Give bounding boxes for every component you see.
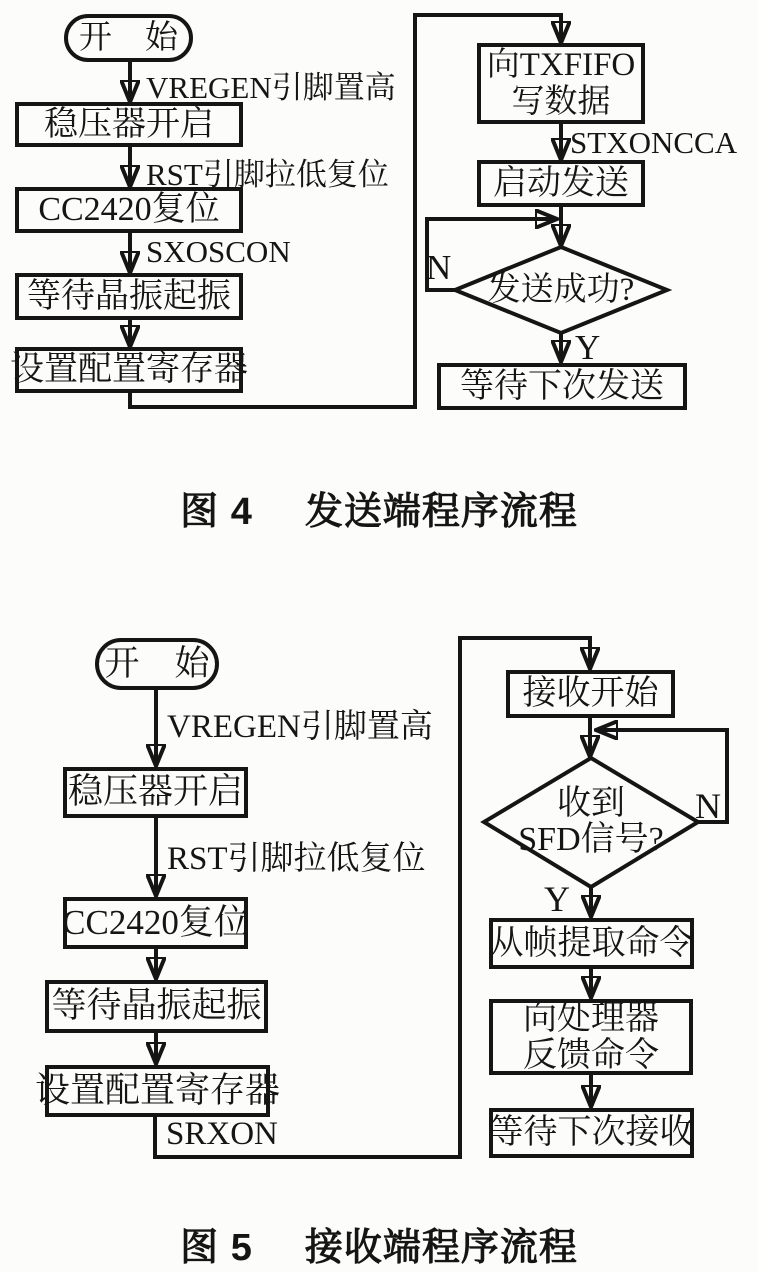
fig5-decision-line2: SFD信号? [518,821,664,858]
fig5-edge-label-rst: RST引脚拉低复位 [167,841,426,877]
fig4-branch-label-no: N [426,248,452,287]
fig5-box-feedback-line1: 向处理器 [523,999,659,1037]
fig4-decision-transmit-success: 发送成功? [487,271,635,308]
fig4-box-write-txfifo [477,43,645,124]
fig5-box-set-config-registers: 设置配置寄存器 [45,1065,270,1117]
fig4-box-wait-oscillator: 等待晶振起振 [15,273,243,320]
fig4-box-set-config-registers: 设置配置寄存器 [15,347,243,393]
fig5-box-regulator-on: 稳压器开启 [63,767,248,818]
fig5-box-feedback-line2: 反馈命令 [523,1037,659,1074]
fig4-caption [0,480,758,535]
fig5-branch-label-yes: Y [544,879,570,919]
fig5-box-cc2420-reset: CC2420复位 [63,897,248,949]
fig5-box-wait-next-receive: 等待下次接收 [489,1108,694,1158]
fig5-edge-label-srxon: SRXON [166,1116,278,1152]
fig5-edge-label-vregen: VREGEN引脚置高 [167,709,433,745]
fig4-edge-label-rst: RST引脚拉低复位 [146,157,389,192]
fig5-box-wait-oscillator: 等待晶振起振 [45,980,268,1033]
fig4-box-cc2420-reset: CC2420复位 [15,187,243,233]
fig4-edge-label-vregen: VREGEN引脚置高 [146,70,396,105]
fig4-box-write-txfifo-line2: 写数据 [511,83,611,120]
fig5-caption-number: 图 5 [180,1227,253,1269]
fig5-branch-label-no: N [695,786,721,826]
fig5-start-terminal: 开 始 [95,638,219,690]
fig4-caption-title: 发送端程序流程 [304,491,578,533]
fig4-caption-number: 图 4 [180,491,253,533]
fig5-caption [0,1216,758,1271]
fig5-box-receive-start: 接收开始 [506,670,675,718]
fig4-start-terminal: 开 始 [64,14,193,62]
fig4-branch-label-yes: Y [575,328,601,367]
fig5-box-extract-command: 从帧提取命令 [489,918,694,969]
fig5-caption-title: 接收端程序流程 [304,1227,578,1269]
fig5-decision-sfd-received [484,786,698,858]
fig5-box-feedback-to-processor [489,999,693,1075]
fig4-edge-label-sxoscon: SXOSCON [146,234,291,269]
fig4-edge-label-stxoncca: STXONCCA [570,125,738,160]
fig4-box-wait-next-transmit: 等待下次发送 [437,363,687,410]
fig5-decision-line1: 收到 [557,785,625,823]
fig4-box-write-txfifo-line1: 向TXFIFO [486,47,636,84]
fig4-box-regulator-on: 稳压器开启 [15,102,243,147]
fig4-box-start-transmit: 启动发送 [477,160,645,207]
